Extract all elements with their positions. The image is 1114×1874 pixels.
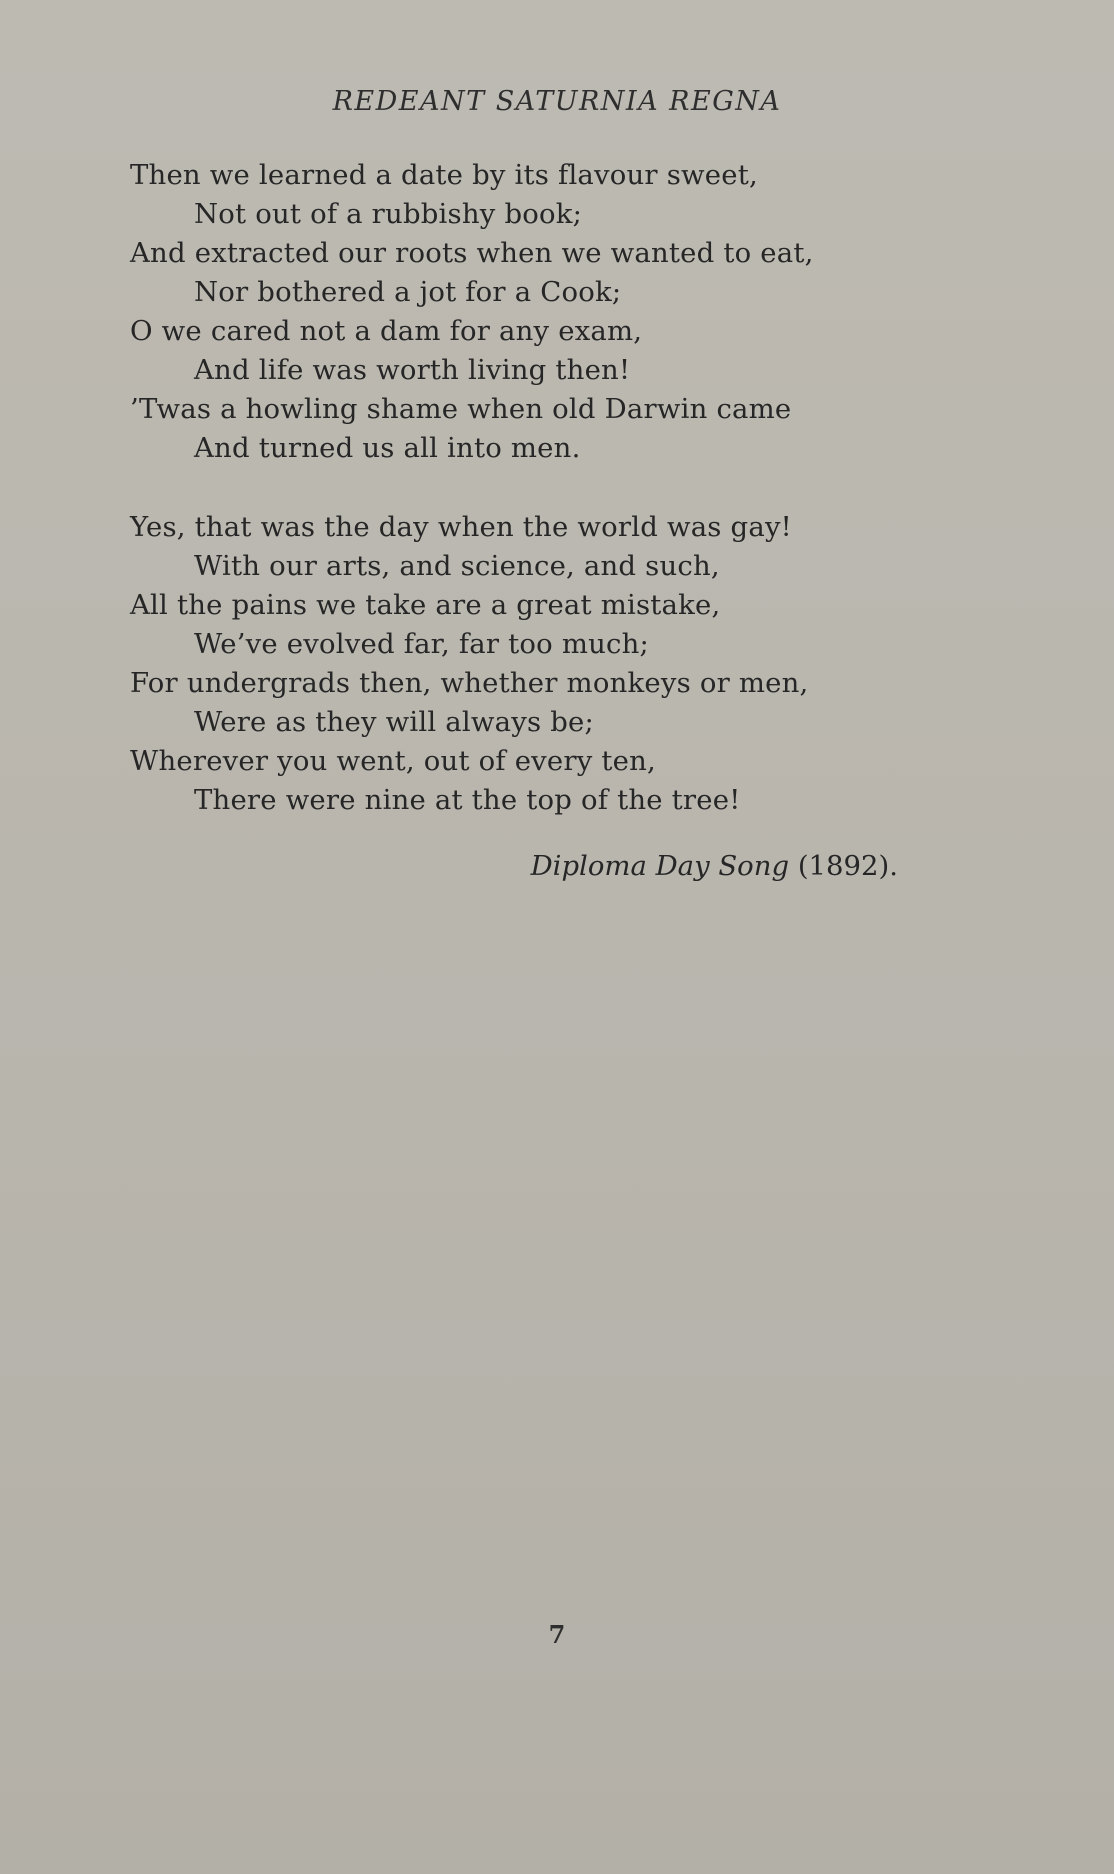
attribution [531,850,898,882]
page-number: 7 [548,1620,566,1649]
poem-line: And life was worth living then! [194,354,631,386]
poem-line: ’Twas a howling shame when old Darwin came [130,393,792,425]
poem-line: Not out of a rubbishy book; [194,198,583,230]
stanza-1 [130,156,1030,468]
running-head: REDEANT SATURNIA REGNA [332,86,782,117]
poem-line: And extracted our roots when we wanted to eat, [130,237,814,269]
poem-line: There were nine at the top of the tree! [194,784,741,816]
poem-line: Were as they will always be; [194,706,594,738]
attribution-year: (1892). [797,850,898,882]
attribution-title: Diploma Day Song [530,850,790,882]
poem-line: Wherever you went, out of every ten, [130,745,656,777]
poem-line: We’ve evolved far, far too much; [194,628,650,660]
stanza-2 [130,508,1030,820]
poem-line: And turned us all into men. [194,432,581,464]
poem-line: Nor bothered a jot for a Cook; [194,276,622,308]
poem-line: With our arts, and science, and such, [194,550,720,582]
poem-line: All the pains we take are a great mistake, [130,589,721,621]
poem-line: For undergrads then, whether monkeys or men, [130,667,809,699]
poem-line: O we cared not a dam for any exam, [130,315,643,347]
poem-line: Then we learned a date by its flavour sweet, [130,159,758,191]
poem-line: Yes, that was the day when the world was gay! [130,511,792,543]
